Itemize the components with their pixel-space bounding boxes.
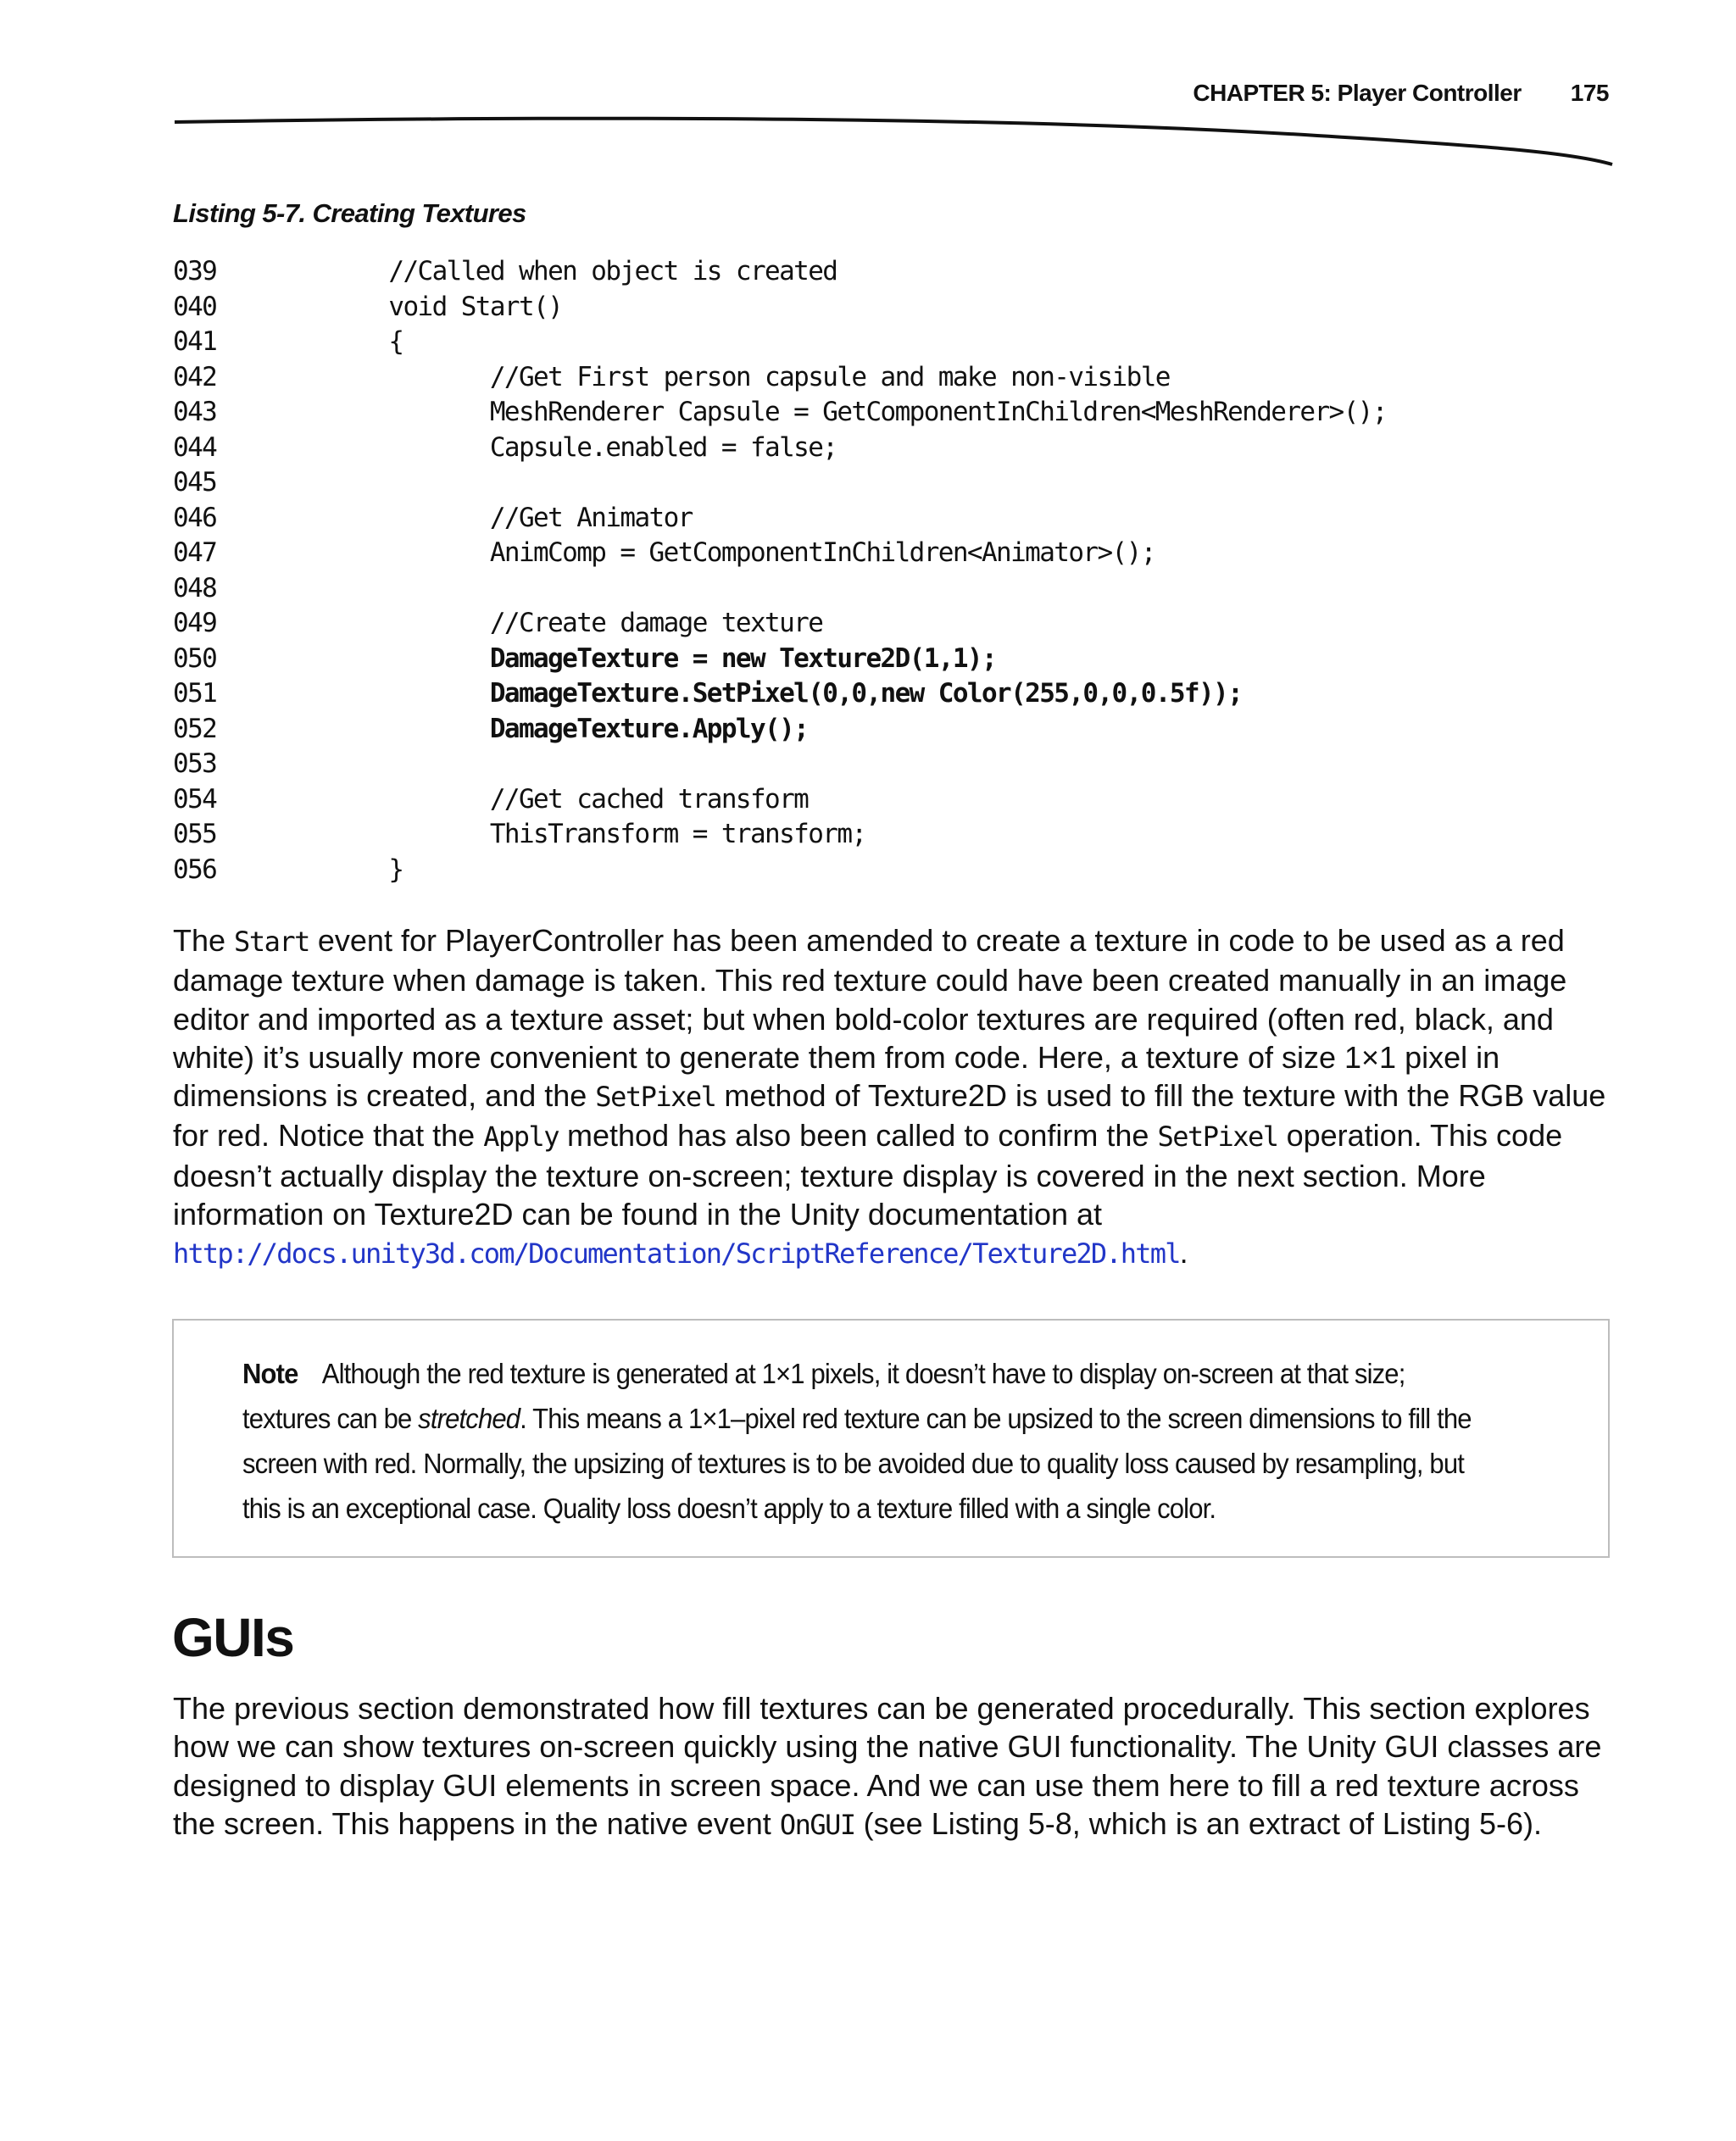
inline-code: SetPixel [595,1081,716,1114]
page-number: 175 [1570,80,1609,106]
chapter-title: CHAPTER 5: Player Controller [1193,80,1522,106]
code-text: //Get cached transform [302,783,809,815]
code-line [173,254,1387,290]
code-line [173,571,1387,607]
code-text: DamageTexture.Apply(); [302,713,809,744]
line-number: 050 [173,642,217,674]
line-number: 056 [173,854,217,885]
code-line [173,431,1387,466]
body-paragraph [173,1689,1618,1844]
line-number: 047 [173,537,217,568]
note-body: . This means a 1×1–pixel red texture can be upsized to the screen dimensions to fill the screen with red. Normally, the upsizing of textures is to be avoided due to quality loss caused by resampling, but this is an exceptional case. Quality loss doesn’t apply to a texture filled with a single color. [242,1403,1472,1524]
code-text: //Create damage texture [302,608,823,638]
note-body: Although the red texture is generated at 1×1 pixels, it doesn’t have to display on-screen at that size; textures can be [242,1358,1405,1434]
code-text: { [302,326,403,357]
line-number: 042 [173,361,217,392]
listing-title: Listing 5-7. Creating Textures [173,198,526,228]
paragraph-text: (see Listing 5-8, which is an extract of Listing 5-6). [854,1805,1543,1841]
line-number: 055 [173,819,217,849]
code-line [173,782,1387,818]
inline-code: SetPixel [1157,1121,1278,1154]
line-number: 040 [173,291,217,322]
paragraph-text: operation. This code doesn’t actually display the texture on-screen; texture display is covered in the next section. More information on Texture2D can be found in the Unity documentation at [173,1118,1563,1232]
section-heading: GUIs [172,1607,294,1668]
code-text: //Get Animator [302,502,693,533]
code-text: AnimComp = GetComponentInChildren<Animator>(); [302,537,1155,568]
code-line [173,676,1387,712]
code-line [173,536,1387,571]
note-label: Note [242,1358,298,1389]
code-text: ThisTransform = transform; [302,819,866,849]
line-number: 051 [173,678,217,709]
line-number: 045 [173,467,217,498]
code-line [173,360,1387,396]
code-text: void Start() [302,291,563,322]
inline-code: Start [234,926,309,958]
code-line [173,853,1387,888]
header-rule [173,110,1614,170]
paragraph-text: The previous section demonstrated how fill textures can be generated procedurally. This section explores how we can show textures on-screen quickly using the native GUI functionality. The Unity GUI classes are designed to display GUI elements in screen space. And we can use them here to fill a red texture across the screen. This happens in the native event [173,1691,1602,1841]
body-paragraph [173,921,1618,1274]
code-text: DamageTexture = new Texture2D(1,1); [302,642,997,674]
code-text: MeshRenderer Capsule = GetComponentInChildren<MeshRenderer>(); [302,397,1387,427]
inline-code: OnGUI [779,1808,855,1841]
paragraph-text: method has also been called to confirm the [559,1118,1158,1154]
code-line [173,501,1387,537]
code-text: //Called when object is created [302,256,837,286]
line-number: 054 [173,783,217,815]
code-line [173,747,1387,782]
code-line [173,325,1387,360]
paragraph-text: . [1179,1235,1188,1271]
line-number: 043 [173,397,217,427]
code-text: DamageTexture.SetPixel(0,0,new Color(255,0,0,0.5f)); [302,678,1243,709]
code-line [173,712,1387,748]
line-number: 048 [173,572,217,603]
running-header [1193,80,1609,107]
code-line [173,606,1387,642]
paragraph-text: event for PlayerController has been amended to create a texture in code to be used as a red damage texture when damage is taken. This red texture could have been created manually in an image editor and imported as a texture asset; but when bold-color textures are required (often red, black, and white) it’s usually more convenient to generate them from code. Here, a texture of size 1×1 pixel in dimensions is created, and the [173,923,1567,1114]
line-number: 039 [173,256,217,286]
paragraph-text: method of Texture2D is used to fill the texture with the RGB value for red. Notice that the [173,1078,1606,1154]
code-line [173,642,1387,677]
code-line [173,465,1387,501]
note-emphasis: stretched [418,1403,520,1434]
line-number: 053 [173,748,217,779]
note-text [242,1351,1485,1531]
code-line [173,290,1387,325]
line-number: 052 [173,713,217,744]
documentation-link[interactable]: http://docs.unity3d.com/Documentation/ScriptReference/Texture2D.html [173,1237,1180,1271]
code-listing [173,254,1387,887]
line-number: 041 [173,326,217,357]
line-number: 044 [173,431,217,463]
code-text: } [302,854,403,885]
line-number: 046 [173,502,217,533]
code-text: Capsule.enabled = false; [302,431,837,463]
paragraph-text: The [173,923,235,958]
code-text: //Get First person capsule and make non-visible [302,361,1170,392]
code-line [173,817,1387,853]
code-line [173,395,1387,431]
line-number: 049 [173,608,217,638]
inline-code: Apply [483,1121,559,1154]
